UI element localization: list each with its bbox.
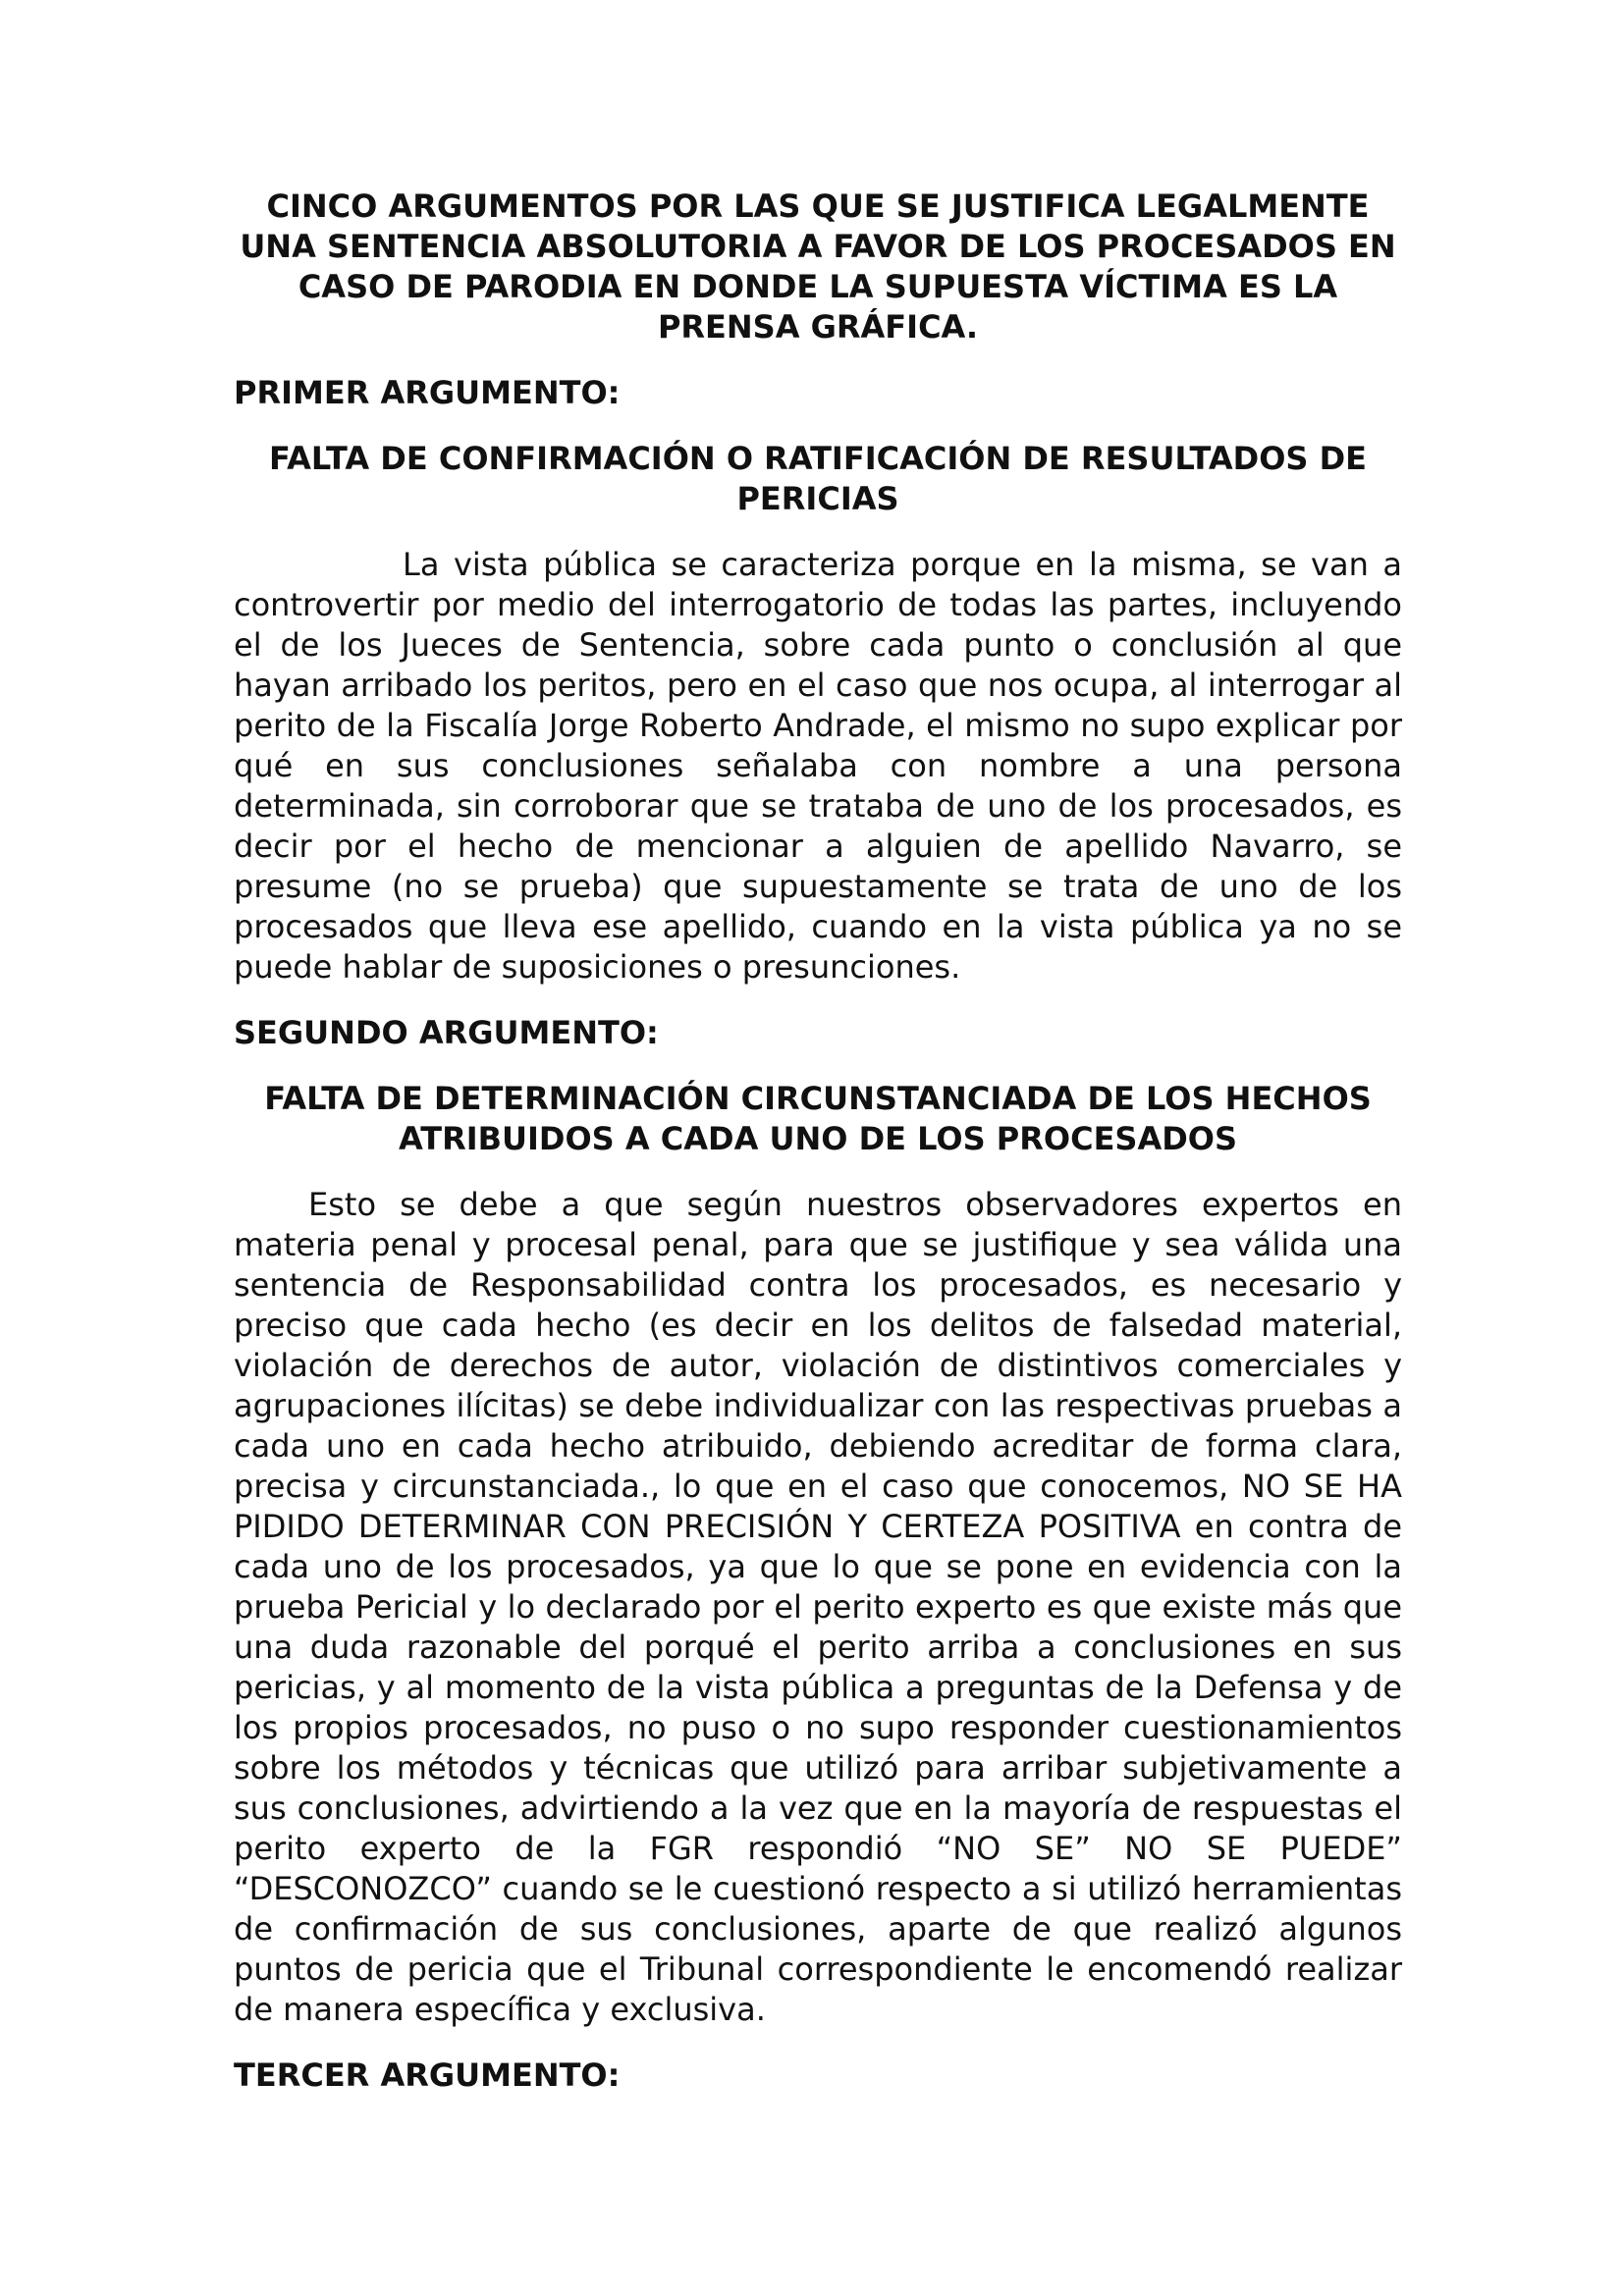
section-label-tercer: TERCER ARGUMENTO: xyxy=(234,2056,621,2094)
document-title: CINCO ARGUMENTOS POR LAS QUE SE JUSTIFICA LEGALMENTE UNA SENTENCIA ABSOLUTORIA A FAVOR DE LOS PROCESADOS EN CASO DE PARODIA EN DONDE LA SUPUESTA VÍCTIMA ES LA PRENSA GRÁFICA. xyxy=(240,187,1396,346)
section-heading-primer: FALTA DE CONFIRMACIÓN O RATIFICACIÓN DE RESULTADOS DE PERICIAS xyxy=(268,440,1368,517)
document-page xyxy=(234,187,1402,2121)
section-paragraph-segundo: Esto se debe a que según nuestros observadores expertos en materia penal y procesal penal, para que se justifique y sea válida una sentencia de Responsabilidad contra los procesados, es necesario y preciso que cada hecho (es decir en los delitos de falsedad material, violación de derechos de autor, violación de distintivos comerciales y agrupaciones ilícitas) se debe individualizar con las respectivas pruebas a cada uno en cada hecho atribuido, debiendo acreditar de forma clara, precisa y circunstanciada., lo que en el caso que conocemos, NO SE HA PIDIDO DETERMINAR CON PRECISIÓN Y CERTEZA POSITIVA en contra de cada uno de los procesados, ya que lo que se pone en evidencia con la prueba Pericial y lo declarado por el perito experto es que existe más que una duda razonable del porqué el perito arriba a conclusiones en sus pericias, y al momento de la vista pública a preguntas de la Defensa y de los propios procesados, no puso o no supo responder cuestionamientos sobre los métodos y técnicas que utilizó para arribar subjetivamente a sus conclusiones, advirtiendo a la vez que en la mayoría de respuestas el perito experto de la FGR respondió “NO SE” NO SE PUEDE” “DESCONOZCO” cuando se le cuestionó respecto a si utilizó herramientas de confirmación de sus conclusiones, aparte de que realizó algunos puntos de pericia que el Tribunal correspondiente le encomendó realizar de manera específica y exclusiva. xyxy=(234,1186,1402,2028)
section-label-segundo: SEGUNDO ARGUMENTO: xyxy=(234,1014,659,1051)
section-paragraph-primer: La vista pública se caracteriza porque en la misma, se van a controvertir por medio del interrogatorio de todas las partes, incluyendo el de los Jueces de Sentencia, sobre cada punto o conclusión al que hayan arribado los peritos, pero en el caso que nos ocupa, al interrogar al perito de la Fiscalía Jorge Roberto Andrade, el mismo no supo explicar por qué en sus conclusiones señalaba con nombre a una persona determinada, sin corroborar que se trataba de uno de los procesados, es decir por el hecho de mencionar a alguien de apellido Navarro, se presume (no se prueba) que supuestamente se trata de uno de los procesados que lleva ese apellido, cuando en la vista pública ya no se puede hablar de suposiciones o presunciones. xyxy=(234,546,1402,986)
section-heading-segundo: FALTA DE DETERMINACIÓN CIRCUNSTANCIADA DE LOS HECHOS ATRIBUIDOS A CADA UNO DE LOS PROCESADOS xyxy=(264,1080,1372,1157)
section-label-primer: PRIMER ARGUMENTO: xyxy=(234,374,621,411)
